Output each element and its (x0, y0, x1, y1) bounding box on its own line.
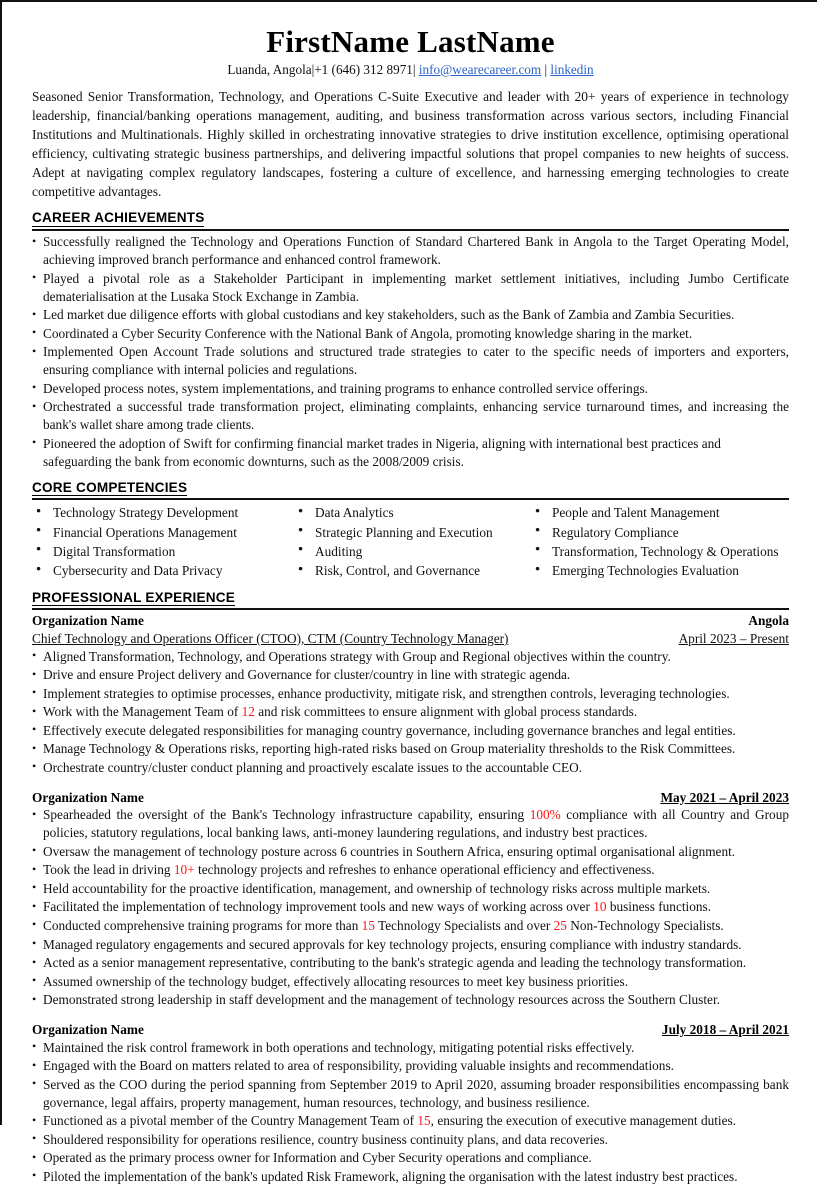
list-item (32, 722, 789, 740)
competency-column-1 (32, 503, 294, 580)
list-item (32, 1149, 789, 1167)
bullet-text: , ensuring the execution of executive management duties. (430, 1113, 737, 1129)
bullet-text: Engaged with the Board on matters related to area of responsibility, providing valuable insights and recommendations. (43, 1058, 674, 1074)
career-achievements-list (32, 233, 789, 471)
highlighted-metric: 15 (417, 1113, 431, 1129)
experience-bullet-list (32, 1039, 789, 1186)
list-item (32, 666, 789, 684)
list-item (32, 648, 789, 666)
experience-jobs (32, 612, 789, 1186)
bullet-text: Work with the Management Team of (43, 704, 242, 720)
resume-header (32, 25, 789, 78)
bullet-text: Served as the COO during the period spanning from September 2019 to April 2020, assuming broader responsibilities encompassing bank governance, legal affairs, property management, human resources, technology, and business resilience. (43, 1076, 789, 1110)
list-item: ● Regulatory Compliance (531, 523, 789, 542)
list-item: • Implemented Open Account Trade solutions and structured trade strategies to cater to the specific needs of importers and exporters, ensuring compliance with internal policies and regulations. (32, 343, 789, 379)
bullet-text: Took the lead in driving (43, 862, 174, 878)
highlighted-metric: 15 (361, 917, 375, 933)
list-item: • Played a pivotal role as a Stakeholder Participant in implementing market settlement initiatives, including Jumbo Certificate dematerialisation at the Lusaka Stock Exchange in Zambia. (32, 270, 789, 306)
list-item (32, 991, 789, 1009)
organization-name: Organization Name (32, 1022, 144, 1038)
organization-dates: July 2018 – April 2021 (661, 1022, 789, 1038)
experience-entry (32, 789, 789, 1009)
contact-line (32, 62, 789, 79)
list-item: ● Technology Strategy Development (32, 503, 294, 522)
list-item (32, 973, 789, 991)
bullet-text: Conducted comprehensive training programs for more than (43, 917, 362, 933)
list-item: ● Data Analytics (294, 503, 531, 522)
experience-bullet-list (32, 806, 789, 1009)
section-divider (32, 608, 789, 610)
list-item (32, 759, 789, 777)
competency-column-3 (531, 503, 789, 580)
candidate-name: FirstName LastName (266, 24, 555, 59)
bullet-text: Implement strategies to optimise processes, enhance productivity, mitigate risk, and strengthen controls, leveraging technologies. (43, 685, 730, 701)
bullet-text: business functions. (606, 899, 712, 915)
list-item: • Led market due diligence efforts with global custodians and key stakeholders, such as the Bank of Zambia and Zambia Securities. (32, 306, 789, 324)
bullet-text: Held accountability for the proactive identification, management, and ownership of technology risks across multiple markets. (43, 880, 711, 896)
section-heading-wrap (32, 210, 789, 227)
list-item: ● Digital Transformation (32, 542, 294, 561)
bullet-text: Assumed ownership of the technology budget, effectively allocating resources to meet key business priorities. (43, 973, 629, 989)
list-item (32, 1039, 789, 1057)
bullet-text: Non-Technology Specialists. (566, 917, 724, 933)
list-item (32, 740, 789, 758)
list-item (32, 917, 789, 935)
experience-organization-row (32, 1021, 789, 1039)
list-item (32, 703, 789, 721)
bullet-text: Managed regulatory engagements and secured approvals for key technology projects, ensuring compliance with industry standards. (43, 936, 742, 952)
section-heading-wrap (32, 590, 789, 607)
list-item: ● People and Talent Management (531, 503, 789, 522)
experience-entry (32, 1021, 789, 1186)
role-title: Chief Technology and Operations Officer (CTOO), CTM (Country Technology Manager) (32, 630, 509, 646)
list-item: • Orchestrated a successful trade transformation project, eliminating complaints, enhancing service turnaround times, and increasing the bank's wallet share among trade clients. (32, 398, 789, 434)
organization-dates: May 2021 – April 2023 (660, 789, 789, 805)
list-item: ● Auditing (294, 542, 531, 561)
list-item (32, 843, 789, 861)
list-item (32, 954, 789, 972)
competency-column-2 (294, 503, 531, 580)
contact-separator-1: | (311, 61, 315, 77)
list-item: • Successfully realigned the Technology and Operations Function of Standard Chartered Bank in Angola to the Target Operating Model, achieving improved branch performance and enhanced control framework. (32, 233, 789, 269)
bullet-text: Demonstrated strong leadership in staff development and the management of technology resources across the Southern Cluster. (43, 992, 720, 1008)
contact-phone: +1 (646) 312 8971 (314, 61, 413, 77)
highlighted-metric: 12 (241, 704, 255, 720)
section-title-professional-experience: PROFESSIONAL EXPERIENCE (32, 589, 236, 605)
bullet-text: Functioned as a pivotal member of the Country Management Team of (43, 1113, 418, 1129)
bullet-text: Aligned Transformation, Technology, and Operations strategy with Group and Regional objectives within the country. (43, 648, 671, 664)
list-item (32, 1076, 789, 1112)
list-item (32, 685, 789, 703)
bullet-text: Maintained the risk control framework in both operations and technology, mitigating potential risks effectively. (43, 1039, 635, 1055)
bullet-text: Manage Technology & Operations risks, reporting high-rated risks based on Group materiality thresholds to the Risk Committees. (43, 741, 736, 757)
experience-organization-row (32, 612, 789, 630)
section-professional-experience (32, 590, 789, 1186)
bullet-text: Facilitated the implementation of technology improvement tools and new ways of working across over (43, 899, 594, 915)
list-item (32, 936, 789, 954)
list-item: ● Transformation, Technology & Operations (531, 542, 789, 561)
experience-organization-row (32, 789, 789, 807)
list-item (32, 861, 789, 879)
highlighted-metric: 25 (553, 917, 567, 933)
bullet-text: Shouldered responsibility for operations resilience, country business continuity plans, and data recoveries. (43, 1131, 608, 1147)
list-item: • Pioneered the adoption of Swift for confirming financial market trades in Nigeria, aligning with international best practices and safeguarding the bank from economic downturns, such as the 2008/2009 crisis. (32, 435, 789, 471)
list-item (32, 806, 789, 842)
list-item (32, 880, 789, 898)
list-item (32, 1131, 789, 1149)
section-career-achievements (32, 210, 789, 470)
list-item: ● Strategic Planning and Execution (294, 523, 531, 542)
experience-bullet-list (32, 648, 789, 777)
bullet-text: and risk committees to ensure alignment with global process standards. (254, 704, 638, 720)
list-item: • Coordinated a Cyber Security Conference with the National Bank of Angola, promoting knowledge sharing in the market. (32, 325, 789, 343)
section-title-core-competencies: CORE COMPETENCIES (32, 479, 188, 495)
section-title-career-achievements: CAREER ACHIEVEMENTS (32, 210, 205, 226)
list-item (32, 1057, 789, 1075)
section-heading-wrap (32, 480, 789, 497)
contact-separator-3: | (544, 61, 548, 77)
section-divider (32, 229, 789, 231)
core-competencies-grid (32, 503, 789, 580)
contact-separator-2: | (412, 61, 416, 77)
organization-name: Organization Name (32, 613, 144, 629)
email-link[interactable]: info@wearecareer.com (418, 61, 542, 77)
bullet-text: Operated as the primary process owner for Information and Cyber Security operations and compliance. (43, 1150, 592, 1166)
linkedin-link[interactable]: linkedin (550, 61, 594, 77)
bullet-text: Orchestrate country/cluster conduct planning and proactively escalate issues to the accountable CEO. (43, 759, 583, 775)
highlighted-metric: 100% (529, 807, 561, 823)
list-item: ● Financial Operations Management (32, 523, 294, 542)
list-item: ● Cybersecurity and Data Privacy (32, 561, 294, 580)
list-item (32, 898, 789, 916)
experience-entry (32, 612, 789, 776)
role-dates: April 2023 – Present (678, 630, 789, 646)
bullet-text: compliance with all Country and Group policies, statutory regulations, local banking laws, anti-money laundering regulations, and industry best practices. (43, 807, 789, 841)
bullet-text: Drive and ensure Project delivery and Governance for cluster/country in line with strategic agenda. (43, 667, 571, 683)
list-item: ● Risk, Control, and Governance (294, 561, 531, 580)
bullet-text: technology projects and refreshes to enhance operational efficiency and effectiveness. (194, 862, 655, 878)
list-item: ● Emerging Technologies Evaluation (531, 561, 789, 580)
highlighted-metric: 10 (593, 899, 607, 915)
bullet-text: Piloted the implementation of the bank's updated Risk Framework, aligning the organisation with the latest industry best practices. (43, 1168, 738, 1184)
contact-location: Luanda, Angola (227, 61, 312, 77)
list-item: • Developed process notes, system implementations, and training programs to enhance controlled service offerings. (32, 380, 789, 398)
bullet-text: Oversaw the management of technology posture across 6 countries in Southern Africa, ensuring optimal organisational alignment. (43, 843, 736, 859)
section-divider (32, 498, 789, 500)
highlighted-metric: 10+ (173, 862, 195, 878)
bullet-text: Spearheaded the oversight of the Bank's Technology infrastructure capability, ensuring (43, 807, 530, 823)
bullet-text: Technology Specialists and over (374, 917, 554, 933)
experience-role-row (32, 630, 789, 648)
professional-summary: Seasoned Senior Transformation, Technology, and Operations C-Suite Executive and leader with 20+ years of experience in technology leadership, financial/banking operations management, auditing, and business transformation across various sectors, including Financial Institutions and Multinationals. Highly skilled in orchestrating innovative strategies to drive institution excellence, optimising operational efficiency, cultivating strategic business partnerships, and delivering impactful solutions that propel companies to new heights of success. Adept at navigating complex regulatory landscapes, fostering a culture of excellence, and harnessing emerging technologies to create competitive advantages. (32, 89, 789, 200)
bullet-text: Effectively execute delegated responsibilities for managing country governance, including governance branches and legal entities. (43, 722, 736, 738)
bullet-text: Acted as a senior management representative, contributing to the bank's strategic agenda and leading the technology transformation. (43, 955, 747, 971)
organization-location: Angola (748, 613, 789, 629)
list-item (32, 1168, 789, 1186)
list-item (32, 1112, 789, 1130)
organization-name: Organization Name (32, 789, 144, 805)
section-core-competencies (32, 480, 789, 581)
